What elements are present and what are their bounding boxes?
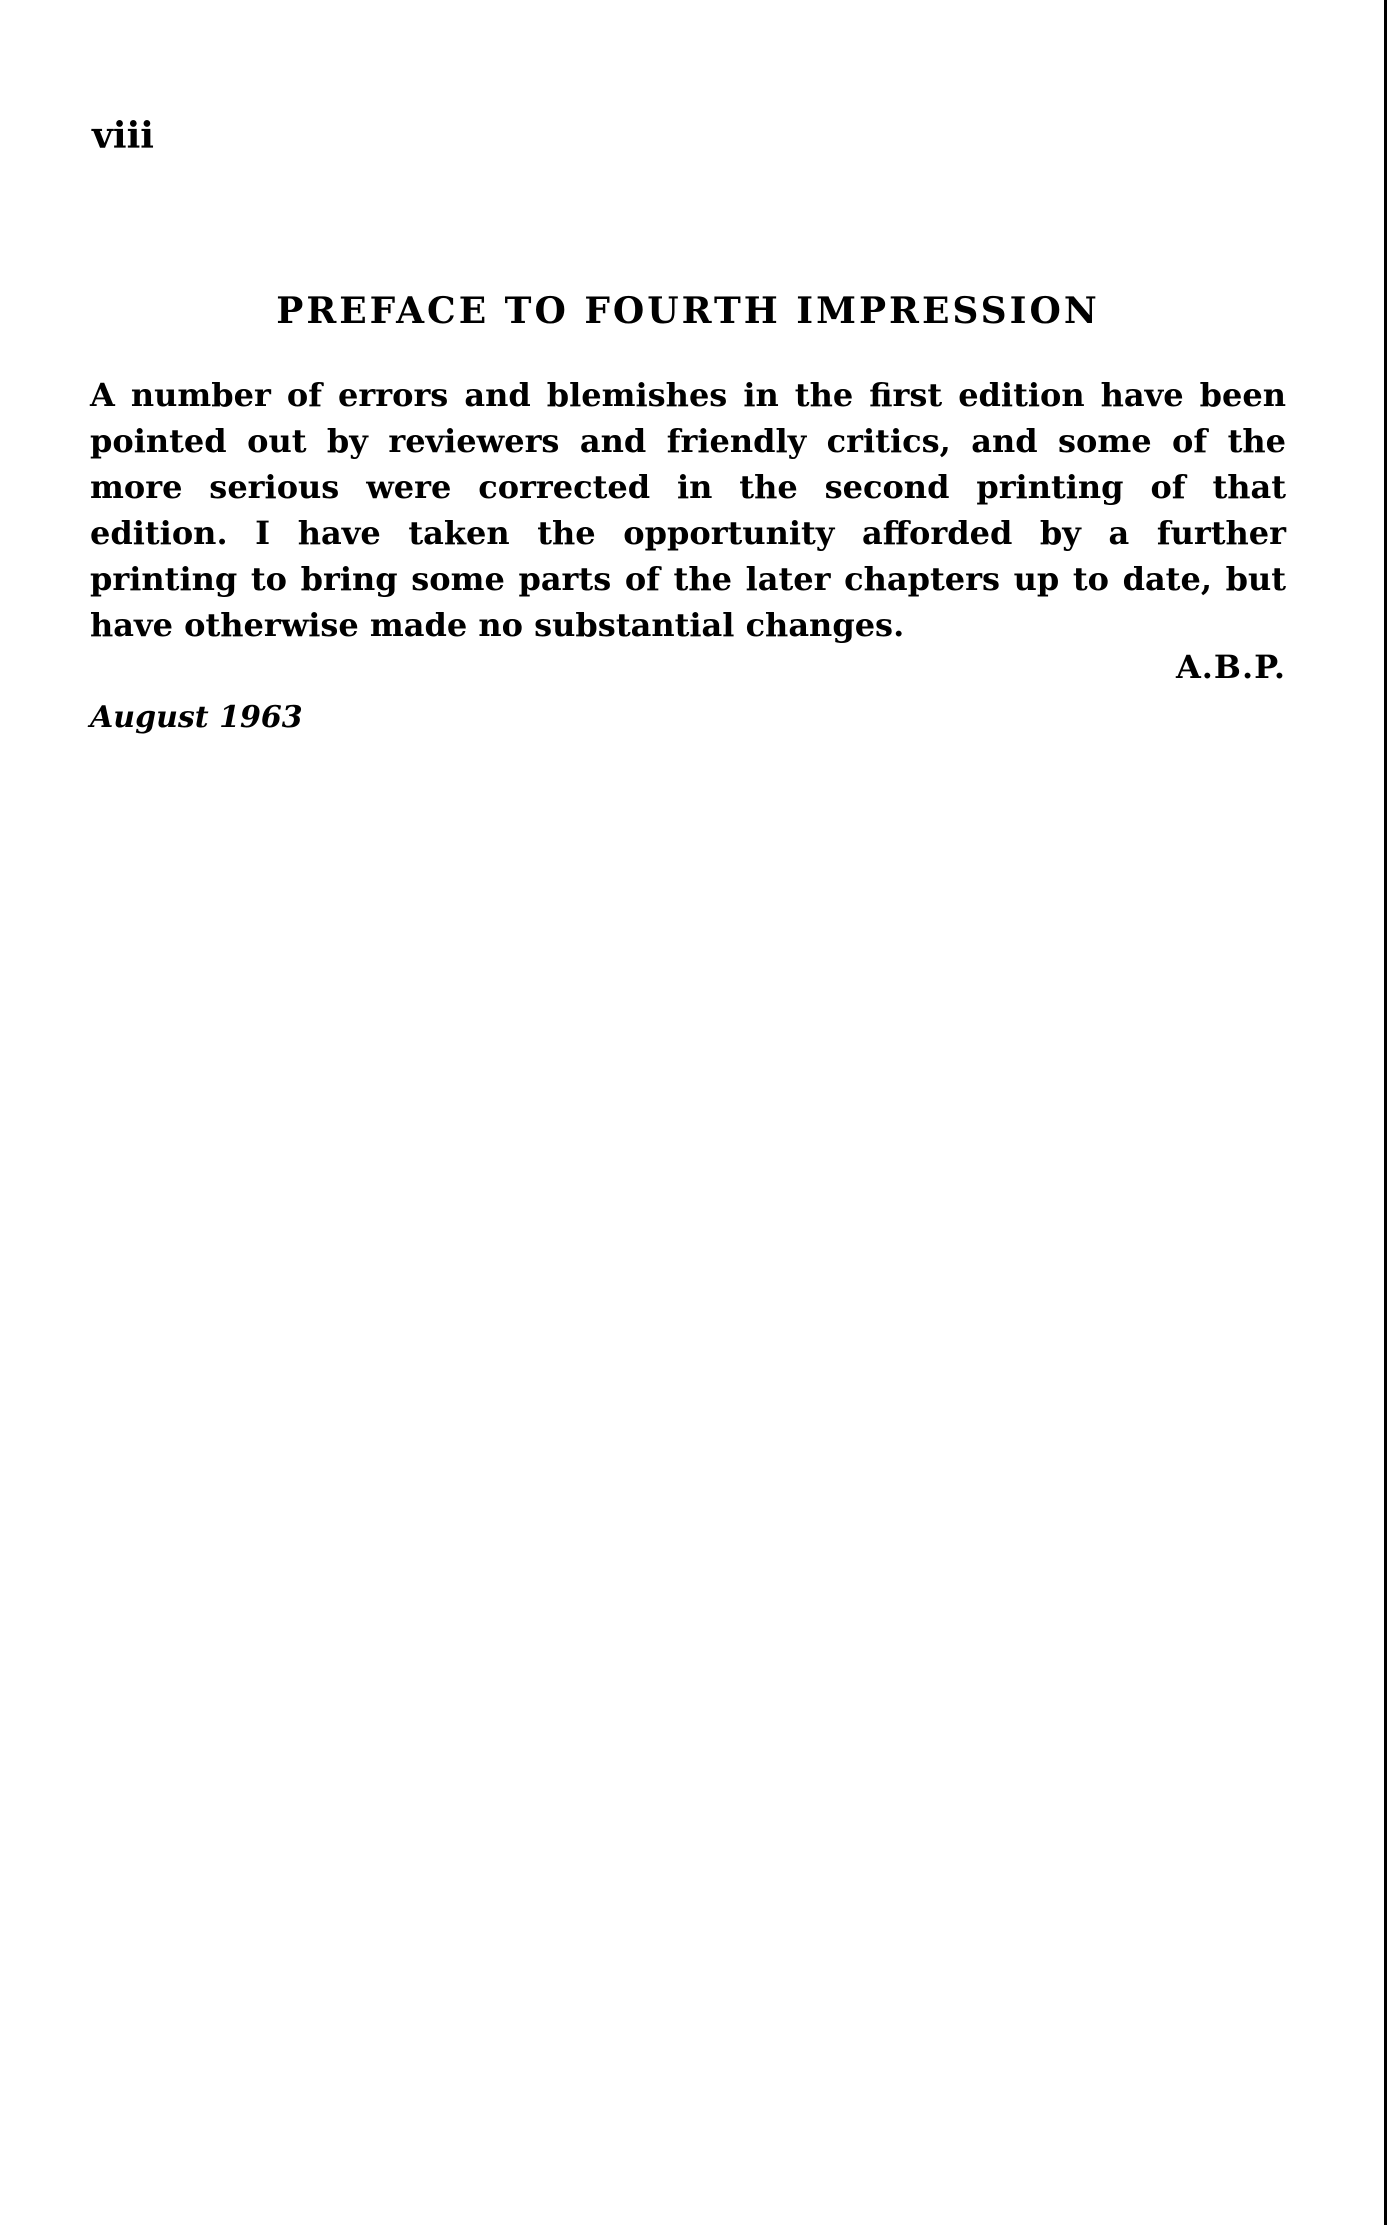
author-initials: A.B.P. [1175, 648, 1286, 686]
page-title: PREFACE TO FOURTH IMPRESSION [276, 290, 1100, 333]
preface-date: August 1963 [90, 700, 303, 735]
preface-paragraph: A number of errors and blemishes in the first edition have been pointed out by reviewers and friendly critics, and some of the more serious were corrected in the second printing of that edition. I have taken the opportunity afforded by a further printing to bring some parts of the later chapters up to date, but have otherwise made no substantial changes. [90, 376, 1286, 644]
page-number: viii [92, 115, 154, 157]
page-edge-border [1384, 0, 1387, 2225]
